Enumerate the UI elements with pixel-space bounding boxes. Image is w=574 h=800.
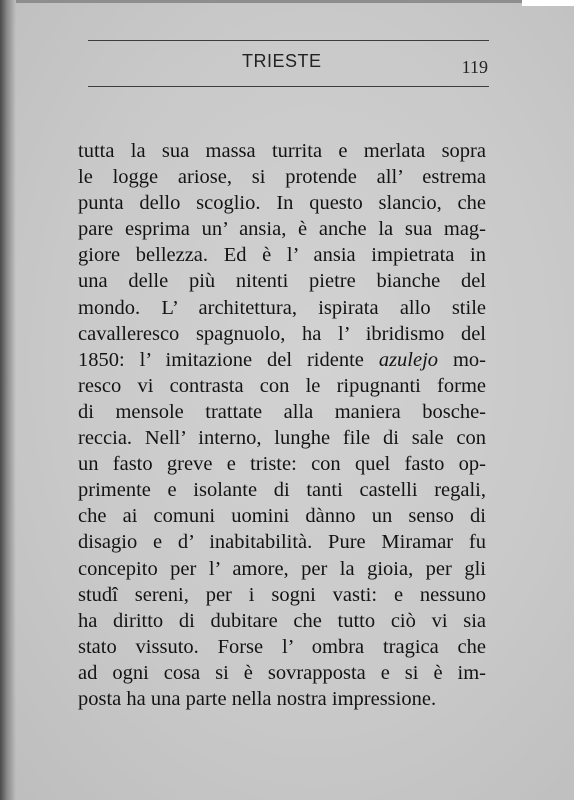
text-line: mondo. L’ architettura, ispirata allo stile — [78, 296, 486, 319]
text-line: giore bellezza. Ed è l’ ansia impietrata in — [78, 244, 486, 267]
binding-shadow — [0, 0, 16, 800]
italic-term: azulejo — [378, 348, 439, 371]
header-rule-top — [88, 40, 489, 41]
text-line: reccia. Nell’ interno, lunghe file di sale con — [78, 427, 486, 450]
text-line: ha diritto di dubitare che tutto ciò vi sia — [78, 609, 486, 632]
text-line: tutta la sua massa turrita e merlata sopra — [78, 140, 486, 162]
text-line-start: 1850: l’ imitazione del ridente — [78, 348, 364, 371]
text-line: le logge ariose, si protende all’ estrema — [78, 166, 486, 189]
scan-corner — [522, 0, 574, 6]
text-line: una delle più nitenti pietre bianche del — [78, 270, 486, 293]
text-line: studî sereni, per i sogni vasti: e nessuno — [78, 583, 486, 606]
page-number: 119 — [461, 57, 488, 77]
text-line: disagio e d’ inabitabilità. Pure Miramar fu — [78, 531, 486, 554]
text-line: di mensole trattate alla maniera bosche- — [78, 400, 486, 423]
text-line: concepito per l’ amore, per la gioia, per gli — [78, 557, 486, 580]
running-title: TRIESTE — [242, 51, 322, 71]
body-text — [78, 138, 486, 712]
text-line-end: mo- — [452, 348, 487, 371]
text-line: pare esprima un’ ansia, è anche la sua mag- — [78, 218, 486, 241]
text-line: posta ha una parte nella nostra impressione. — [78, 687, 437, 710]
header-rule-bottom — [88, 86, 489, 87]
text-line: ad ogni cosa si è sovrapposta e si è im- — [78, 661, 486, 684]
page-top-edge — [16, 0, 522, 3]
text-line: un fasto greve e triste: con quel fasto op- — [78, 453, 486, 476]
text-line: resco vi contrasta con le ripugnanti forme — [78, 374, 486, 397]
text-line: cavalleresco spagnuolo, ha l’ ibridismo del — [78, 322, 486, 345]
text-line: punta dello scoglio. In questo slancio, che — [78, 192, 486, 215]
text-line: primente e isolante di tanti castelli regali, — [78, 479, 486, 502]
text-line: stato vissuto. Forse l’ ombra tragica che — [78, 635, 486, 658]
text-line: che ai comuni uomini dànno un senso di — [78, 505, 486, 528]
text-line-with-italic — [78, 347, 486, 373]
